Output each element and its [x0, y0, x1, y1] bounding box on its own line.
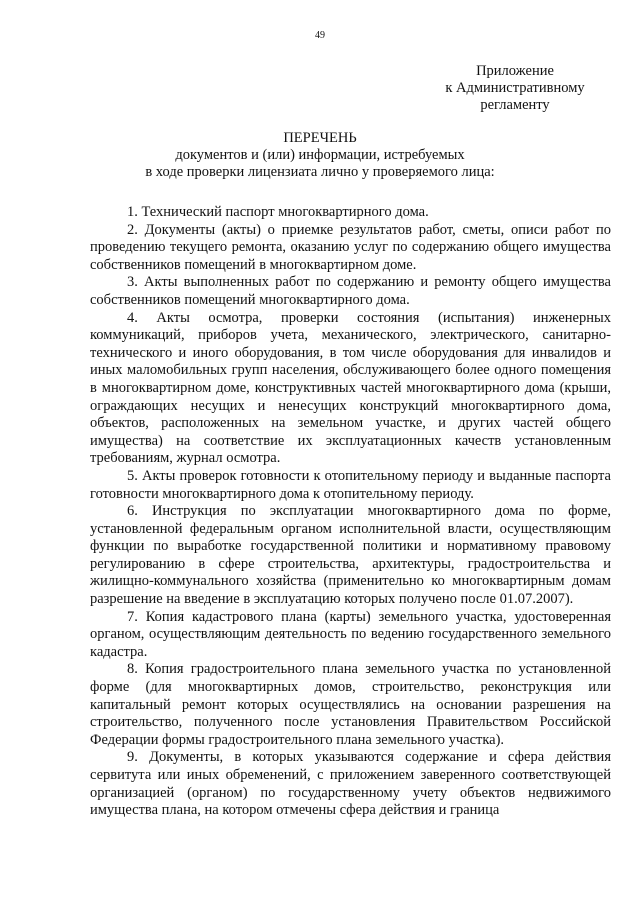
- list-item-8: 8. Копия градостроительного плана земельного участка по установленной форме (для многоквартирных домов, строительство, реконструкция или капитальный ремонт которых осуществлялись на основании разрешения на строительство, полученного после установления Правительством Российской Федерации формы градостроительного плана земельного участка).: [90, 661, 611, 748]
- page-number: 49: [315, 30, 325, 41]
- document-list: [90, 204, 611, 820]
- appendix-line-3: регламенту: [480, 97, 550, 113]
- appendix-line-1: Приложение: [476, 63, 554, 79]
- title-line-2: в ходе проверки лицензиата лично у проверяемого лица:: [145, 164, 495, 181]
- list-item-7: 7. Копия кадастрового плана (карты) земельного участка, удостоверенная органом, осуществляющим деятельность по ведению государственного земельного кадастра.: [90, 608, 611, 660]
- list-item-1: 1. Технический паспорт многоквартирного дома.: [127, 204, 429, 220]
- appendix-line-2: к Административному: [445, 80, 585, 96]
- list-item-9: 9. Документы, в которых указываются содержание и сфера действия сервитута или иных обременений, с приложением заверенного соответствующей организацией (органом) по государственному учету объектов недвижимого имущества плана, на котором отмечены сфера действия и граница: [90, 749, 611, 819]
- title-line-1: документов и (или) информации, истребуемых: [175, 147, 465, 164]
- title-heading: ПЕРЕЧЕНЬ: [283, 130, 357, 146]
- list-item-2: 2. Документы (акты) о приемке результатов работ, сметы, описи работ по проведению текущего ремонта, оказанию услуг по содержанию общего имущества собственников помещений в многоквартирном доме.: [90, 221, 611, 273]
- list-item-5: 5. Акты проверок готовности к отопительному периоду и выданные паспорта готовности многоквартирного дома к отопительному периоду.: [90, 467, 611, 502]
- document-title: [0, 130, 640, 182]
- appendix-header: [420, 63, 610, 114]
- list-item-6: 6. Инструкция по эксплуатации многоквартирного дома по форме, установленной федеральным органом исполнительной власти, осуществляющим функции по выработке государственной политики и нормативному правовому регулированию в сфере строительства, архитектуры, градостроительства и жилищно-коммунального хозяйства (применительно ко многоквартирным домам разрешение на введение в эксплуатацию которых получено после 01.07.2007).: [90, 503, 611, 608]
- list-item-3: 3. Акты выполненных работ по содержанию и ремонту общего имущества собственников помещений многоквартирного дома.: [90, 274, 611, 308]
- list-item-4: 4. Акты осмотра, проверки состояния (испытания) инженерных коммуникаций, приборов учета, механического, электрического, санитарно-технического и иного оборудования, в том числе оборудования для инвалидов и иных маломобильных групп населения, обслуживающего более одного помещения в многоквартирном доме, конструктивных частей многоквартирного дома (крыши, ограждающих несущих и ненесущих конструкций многоквартирного дома, объектов, расположенных на земельном участке, и других частей общего имущества) на соответствие их эксплуатационных качеств установленным требованиям, журнал осмотра.: [90, 309, 611, 467]
